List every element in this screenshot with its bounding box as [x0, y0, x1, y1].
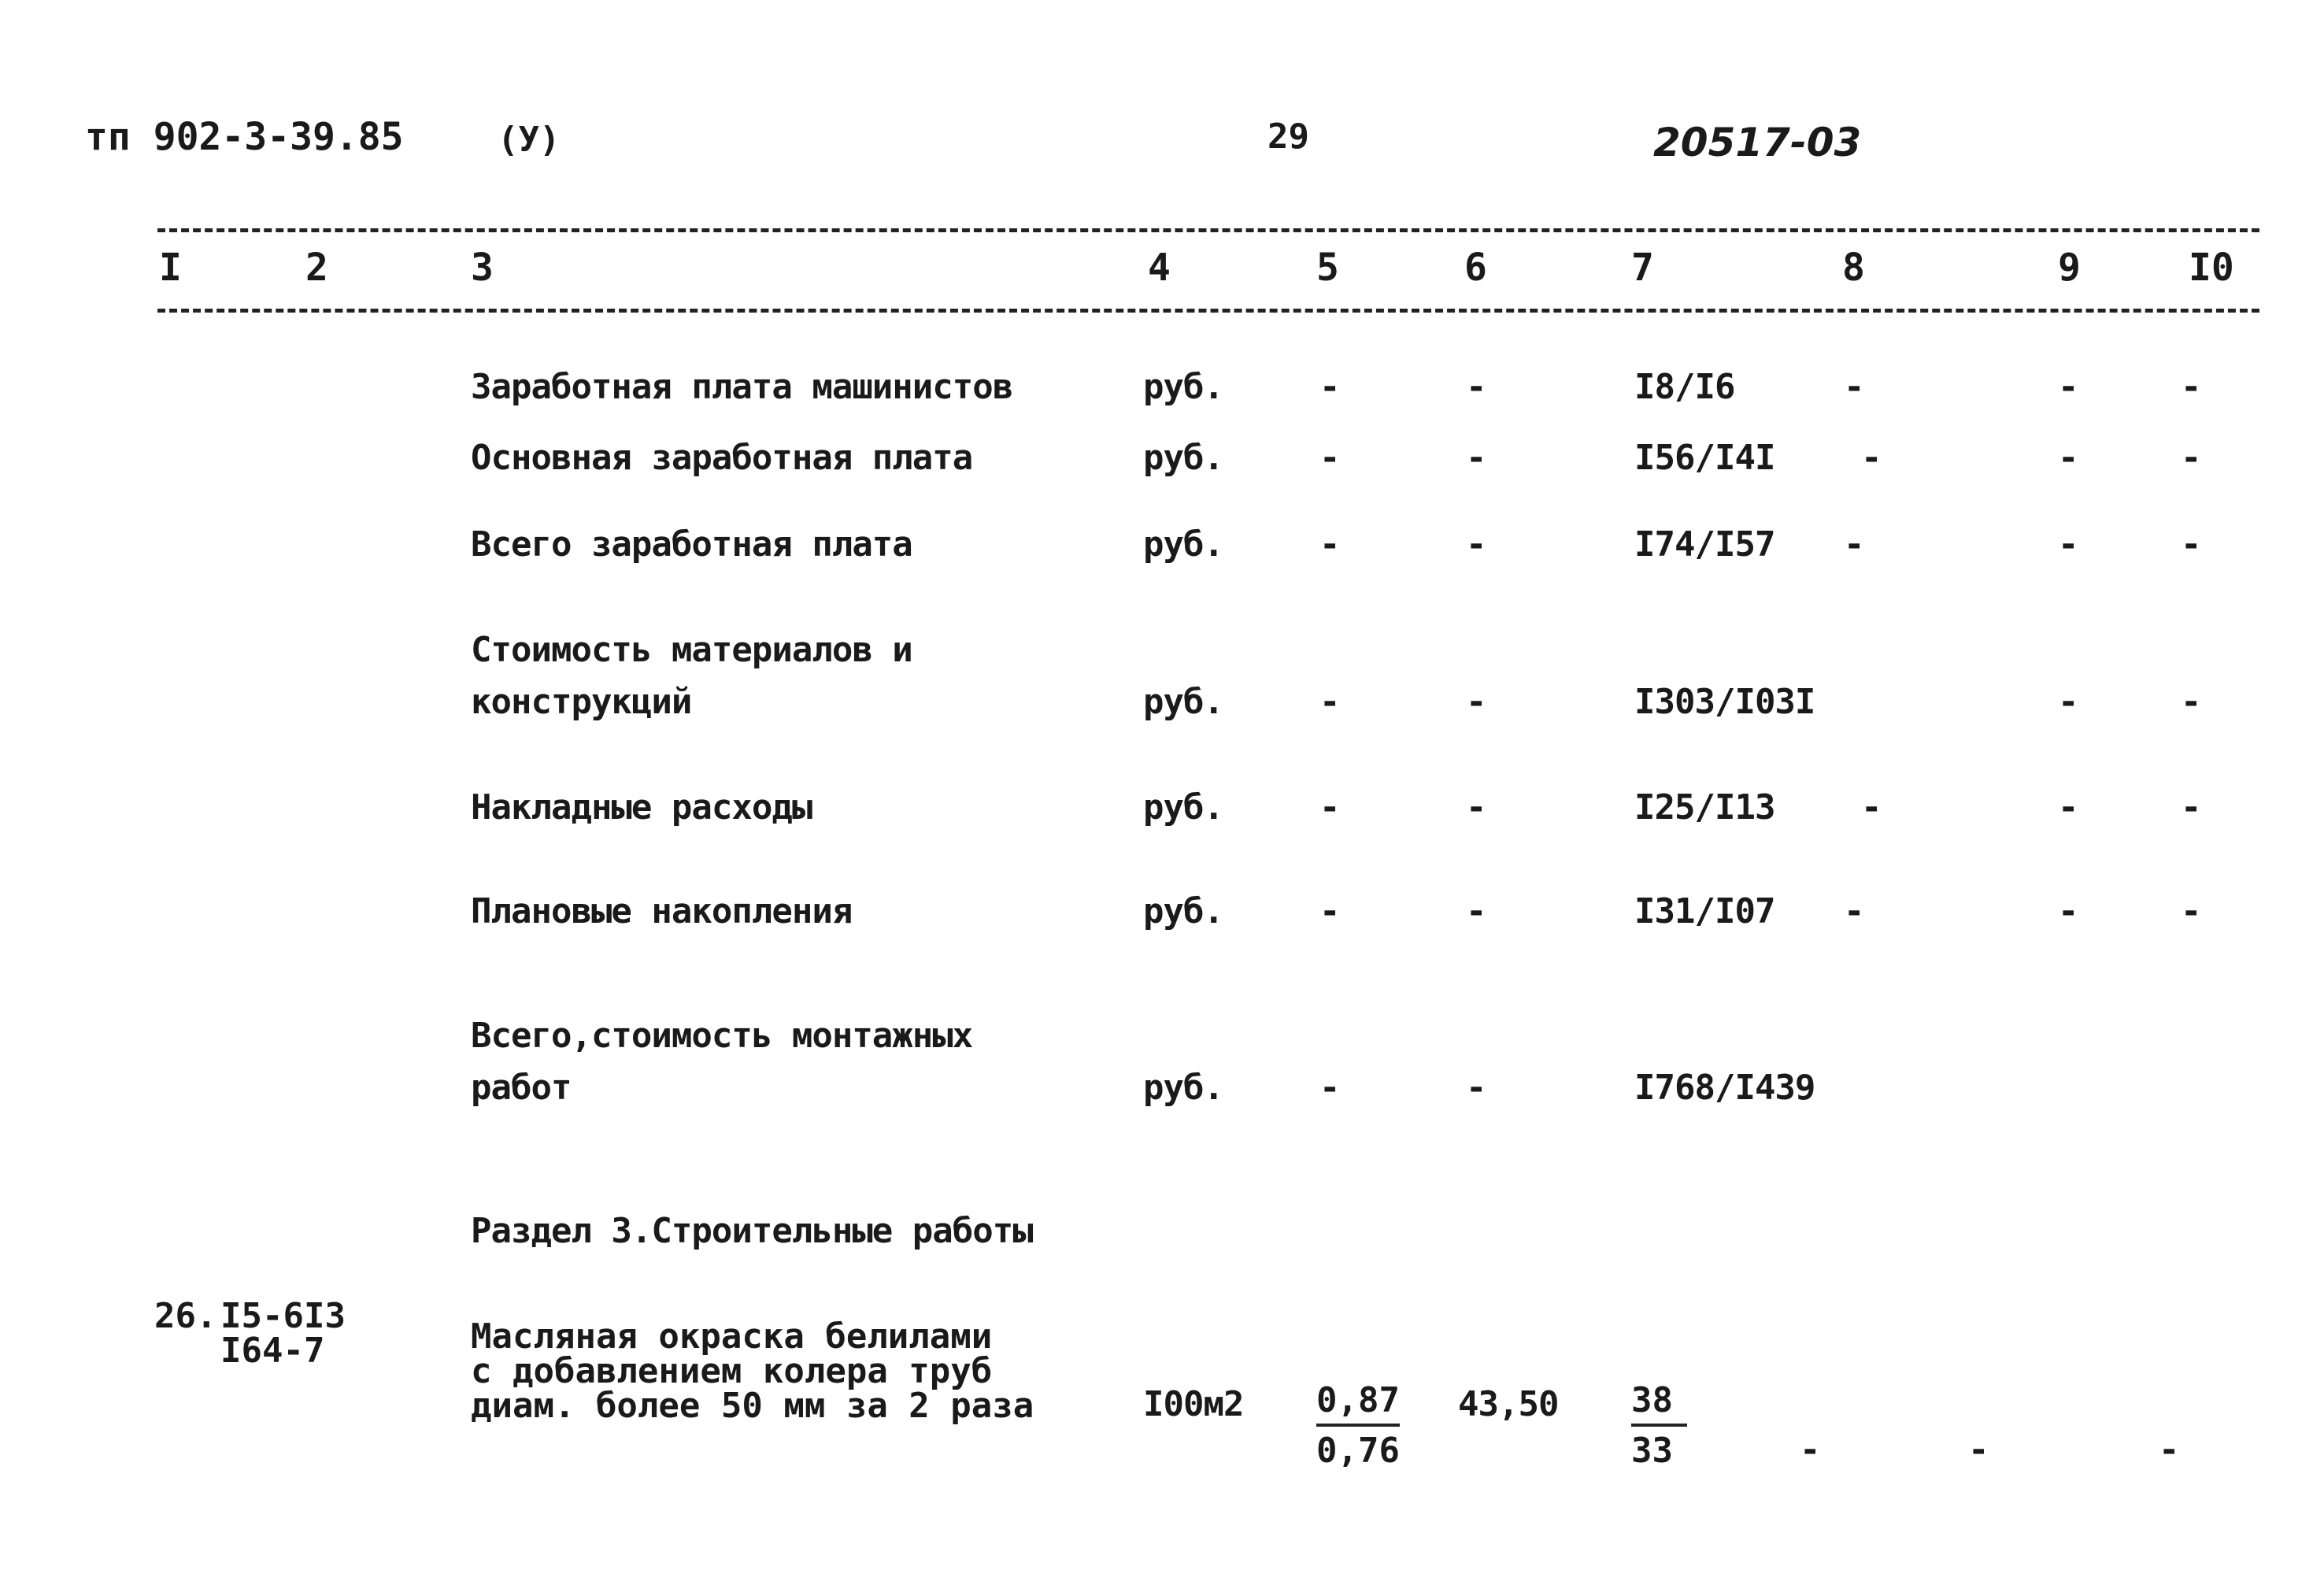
row-name-line1: Всего,стоимость монтажных — [471, 1016, 973, 1056]
item-col7-top: 38 — [1631, 1379, 1687, 1427]
cell-col9: - — [2058, 438, 2078, 478]
row-unit: руб. — [1143, 1068, 1223, 1108]
section-title: Раздел 3.Строительные работы — [471, 1211, 1033, 1251]
cell-col5: - — [1319, 891, 1340, 931]
row-unit: руб. — [1143, 891, 1223, 931]
row-name: Основная заработная плата — [471, 438, 973, 478]
cell-col7: I56/I4I — [1634, 438, 1775, 478]
item-col7-fraction — [1631, 1379, 1687, 1472]
header-top-rule — [157, 228, 2259, 232]
row-name: Плановые накопления — [471, 891, 853, 931]
cell-col6: - — [1466, 524, 1486, 565]
cell-col6: - — [1466, 438, 1486, 478]
row-unit: руб. — [1143, 438, 1223, 478]
row-unit: руб. — [1143, 524, 1223, 565]
header-bottom-rule — [157, 309, 2259, 313]
row-name-line2: конструкций — [471, 682, 692, 722]
item-name-line1: Масляная окраска белилами — [471, 1316, 993, 1357]
cell-col6: - — [1466, 1068, 1486, 1108]
cell-col7: I31/I07 — [1634, 891, 1775, 931]
cell-col8: - — [1844, 891, 1864, 931]
doc-variant: (У) — [498, 120, 561, 160]
item-code-line1: I5-6I3 — [220, 1296, 346, 1336]
item-col6: 43,50 — [1458, 1384, 1559, 1424]
column-number-2: 2 — [305, 246, 328, 290]
cell-col5: - — [1319, 682, 1340, 722]
doc-number: 20517-03 — [1653, 120, 1862, 165]
column-number-4: 4 — [1148, 246, 1171, 290]
cell-col5: - — [1319, 1068, 1340, 1108]
row-unit: руб. — [1143, 682, 1223, 722]
cell-col10: - — [2181, 682, 2201, 722]
page-number: 29 — [1267, 117, 1309, 157]
row-unit: руб. — [1143, 367, 1223, 407]
row-name: Накладные расходы — [471, 787, 812, 828]
row-name-line1: Стоимость материалов и — [471, 630, 912, 670]
cell-col9: - — [2058, 891, 2078, 931]
column-number-8: 8 — [1842, 246, 1865, 290]
cell-col9: - — [2058, 787, 2078, 828]
cell-col9: - — [2058, 524, 2078, 565]
cell-col8: - — [1861, 787, 1882, 828]
item-col5-top: 0,87 — [1316, 1379, 1400, 1427]
cell-col10: - — [2181, 891, 2201, 931]
row-name: Всего заработная плата — [471, 524, 912, 565]
item-col8: - — [1800, 1430, 1820, 1470]
cell-col6: - — [1466, 367, 1486, 407]
item-col10: - — [2159, 1430, 2179, 1470]
cell-col5: - — [1319, 367, 1340, 407]
cell-col8: - — [1861, 438, 1882, 478]
column-number-10: I0 — [2189, 246, 2234, 290]
item-unit: I00м2 — [1143, 1384, 1244, 1424]
item-code-line2: I64-7 — [220, 1331, 325, 1371]
cell-col6: - — [1466, 787, 1486, 828]
cell-col10: - — [2181, 524, 2201, 565]
cell-col10: - — [2181, 438, 2201, 478]
column-number-6: 6 — [1464, 246, 1487, 290]
column-number-5: 5 — [1316, 246, 1339, 290]
cell-col5: - — [1319, 524, 1340, 565]
cell-col10: - — [2181, 367, 2201, 407]
cell-col5: - — [1319, 438, 1340, 478]
item-name-line2: с добавлением колера труб — [471, 1351, 993, 1391]
cell-col7: I74/I57 — [1634, 524, 1775, 565]
cell-col7: I303/I03I — [1634, 682, 1815, 722]
cell-col6: - — [1466, 682, 1486, 722]
row-name-line2: работ — [471, 1068, 572, 1108]
row-name: Заработная плата машинистов — [471, 367, 1013, 407]
item-col5-bottom: 0,76 — [1316, 1431, 1400, 1471]
cell-col8: - — [1844, 524, 1864, 565]
cell-col6: - — [1466, 891, 1486, 931]
column-number-7: 7 — [1631, 246, 1654, 290]
cell-col7: I25/I13 — [1634, 787, 1775, 828]
item-col7-bottom: 33 — [1631, 1431, 1673, 1471]
row-unit: руб. — [1143, 787, 1223, 828]
item-col9: - — [1968, 1430, 1989, 1470]
cell-col8: - — [1844, 367, 1864, 407]
doc-code: тп 902-3-39.85 — [85, 115, 404, 159]
column-number-9: 9 — [2058, 246, 2081, 290]
item-name-line3: диам. более 50 мм за 2 раза — [471, 1386, 1034, 1426]
cell-col9: - — [2058, 367, 2078, 407]
item-col5-fraction — [1316, 1379, 1400, 1472]
item-number: 26. — [154, 1296, 217, 1336]
cell-col7: I8/I6 — [1634, 367, 1735, 407]
cell-col10: - — [2181, 787, 2201, 828]
column-number-3: 3 — [471, 246, 494, 290]
column-number-1: I — [159, 246, 182, 290]
cell-col5: - — [1319, 787, 1340, 828]
cell-col7: I768/I439 — [1634, 1068, 1815, 1108]
cell-col9: - — [2058, 682, 2078, 722]
